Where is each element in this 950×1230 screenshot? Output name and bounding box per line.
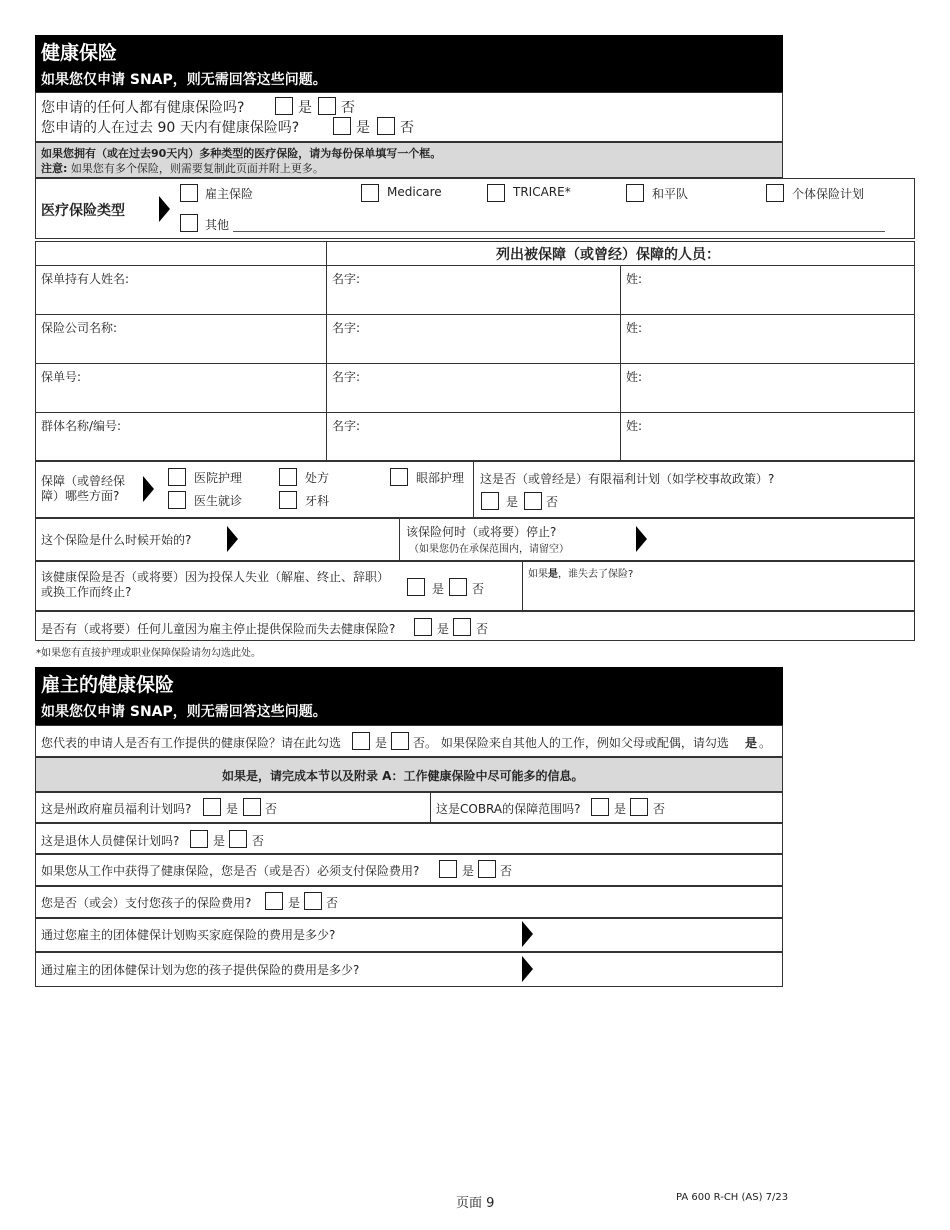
employer-offered-question: 您代表的申请人是否有工作提供的健康保险？请在此勾选 — [41, 736, 342, 750]
covered-header: 列出被保障（或曾经）保障的人员： — [496, 247, 720, 263]
pay-no-checkbox[interactable] — [478, 860, 496, 878]
limited-no-label: 否 — [546, 495, 559, 509]
q2-no-label: 否 — [400, 120, 414, 136]
note-bold-text: 如果您拥有（或在过去90天内）多种类型的医疗保险，请为每份保单填写一个框。 — [41, 147, 442, 160]
cobra-question: 这是COBRA的保障范围吗? — [436, 802, 581, 816]
q2-no-checkbox[interactable] — [377, 117, 395, 135]
cobra-no-label: 否 — [653, 802, 666, 816]
group-name-label: 群体名称/编号: — [41, 419, 122, 433]
q1-no-checkbox[interactable] — [318, 97, 336, 115]
employer-subtitle: 如果您仅申请 SNAP，则无需回答这些问题。 — [41, 704, 327, 720]
limited-benefit-question: 这是否（或曾经是）有限福利计划（如学校事故政策）? — [480, 472, 775, 486]
coverage-dental-label: 牙科 — [305, 494, 330, 508]
employer-header — [35, 667, 783, 725]
form-id: PA 600 R-CH (AS) 7/23 — [676, 1192, 789, 1203]
type-other-label: 其他 — [205, 218, 230, 232]
limited-yes-checkbox[interactable] — [481, 492, 499, 510]
child-pay-no-checkbox[interactable] — [304, 892, 322, 910]
q-insured-90-days: 您申请的人在过去 90 天内有健康保险吗? — [41, 120, 300, 136]
policy-number-label: 保单号: — [41, 370, 82, 384]
pay-premium-question: 如果您从工作中获得了健康保险，您是否（或是否）必须支付保险费用? — [41, 864, 420, 878]
state-no-label: 否 — [265, 802, 278, 816]
q1-yes-checkbox[interactable] — [275, 97, 293, 115]
q1-no-label: 否 — [341, 100, 355, 116]
first-name-label: 名字: — [332, 321, 361, 335]
type-medicare-label: Medicare — [387, 185, 442, 199]
coverage-eye-label: 眼部护理 — [416, 471, 465, 485]
child-loss-yes-checkbox[interactable] — [414, 618, 432, 636]
pay-yes-label: 是 — [462, 864, 475, 878]
coverage-row — [35, 461, 915, 518]
type-tricare-label: TRICARE* — [513, 185, 571, 199]
type-peace-corps-label: 和平队 — [652, 187, 689, 201]
arrow-icon — [522, 956, 533, 982]
pay-no-label: 否 — [500, 864, 513, 878]
start-date-question: 这个保险是什么时候开始的? — [41, 533, 192, 547]
type-medicare-checkbox[interactable] — [361, 184, 379, 202]
retiree-yes-label: 是 — [213, 834, 226, 848]
retiree-no-label: 否 — [252, 834, 265, 848]
insurance-type-label: 医疗保险类型 — [41, 203, 125, 219]
lost-who-suffix: ，谁失去了保险? — [558, 569, 634, 580]
type-other-input-line[interactable] — [233, 231, 885, 232]
lost-who-yes: 是 — [548, 569, 558, 580]
note-text: 如果您有多个保险，则需要复制此页面并附上更多。 — [67, 162, 324, 175]
type-peace-corps-checkbox[interactable] — [626, 184, 644, 202]
coverage-doctor-label: 医生就诊 — [194, 494, 243, 508]
health-subtitle: 如果您仅申请 SNAP，则无需回答这些问题。 — [41, 72, 327, 88]
offered-period: 。 — [759, 736, 772, 750]
policy-holder-name-label: 保单持有人姓名: — [41, 272, 130, 286]
lost-yes-checkbox[interactable] — [407, 578, 425, 596]
cobra-yes-label: 是 — [614, 802, 627, 816]
cobra-yes-checkbox[interactable] — [591, 798, 609, 816]
retiree-question: 这是退休人员健保计划吗? — [41, 834, 180, 848]
type-employer-checkbox[interactable] — [180, 184, 198, 202]
stop-date-note: （如果您仍在承保范围内，请留空） — [409, 544, 569, 555]
last-name-label: 姓: — [626, 419, 643, 433]
offered-yes-label: 是 — [375, 736, 388, 750]
type-individual-label: 个体保险计划 — [792, 187, 865, 201]
coverage-rx-checkbox[interactable] — [279, 468, 297, 486]
arrow-icon — [227, 526, 238, 552]
family-cost-question: 通过您雇主的团体健保计划购买家庭保险的费用是多少? — [41, 928, 336, 942]
child-pay-no-label: 否 — [326, 896, 339, 910]
child-loss-no-checkbox[interactable] — [453, 618, 471, 636]
tricare-footnote: *如果您有直接护理或职业保障保险请勿勾选此处。 — [36, 648, 261, 659]
stop-date-question: 该保险何时（或将要）停止? — [406, 525, 557, 539]
q1-yes-label: 是 — [298, 100, 312, 116]
coverage-label: 保障（或曾经保障）哪些方面? — [41, 474, 126, 503]
child-pay-yes-checkbox[interactable] — [265, 892, 283, 910]
insurance-company-label: 保险公司名称: — [41, 321, 118, 335]
lost-coverage-question: 该健康保险是否（或将要）因为投保人失业（解雇、终止、辞职）或换工作而终止? — [41, 570, 390, 599]
arrow-icon — [159, 196, 170, 222]
first-name-label: 名字: — [332, 272, 361, 286]
limited-no-checkbox[interactable] — [524, 492, 542, 510]
arrow-icon — [522, 921, 533, 947]
employer-title: 雇主的健康保险 — [41, 674, 175, 696]
last-name-label: 姓: — [626, 321, 643, 335]
state-yes-checkbox[interactable] — [203, 798, 221, 816]
page-number: 页面 9 — [456, 1196, 495, 1211]
type-individual-checkbox[interactable] — [766, 184, 784, 202]
offered-yes-checkbox[interactable] — [352, 732, 370, 750]
pay-yes-checkbox[interactable] — [439, 860, 457, 878]
child-loss-yes-label: 是 — [437, 622, 450, 636]
offered-other-yes: 是 — [745, 736, 758, 750]
cobra-no-checkbox[interactable] — [630, 798, 648, 816]
lost-no-label: 否 — [472, 582, 485, 596]
first-name-label: 名字: — [332, 419, 361, 433]
type-employer-label: 雇主保险 — [205, 187, 254, 201]
employer-if-yes-text: 如果是，请完成本节以及附录 A：工作健康保险中尽可能多的信息。 — [222, 769, 584, 783]
type-other-checkbox[interactable] — [180, 214, 198, 232]
offered-no-text: 否。 如果保险来自其他人的工作，例如父母或配偶，请勾选 — [413, 736, 729, 750]
child-loss-question: 是否有（或将要）任何儿童因为雇主停止提供保险而失去健康保险? — [41, 622, 396, 636]
lost-who-label — [528, 565, 633, 580]
coverage-eye-checkbox[interactable] — [390, 468, 408, 486]
type-tricare-checkbox[interactable] — [487, 184, 505, 202]
coverage-rx-label: 处方 — [305, 471, 330, 485]
arrow-icon — [636, 526, 647, 552]
child-loss-no-label: 否 — [476, 622, 489, 636]
last-name-label: 姓: — [626, 370, 643, 384]
child-pay-question: 您是否（或会）支付您孩子的保险费用? — [41, 896, 252, 910]
offered-no-checkbox[interactable] — [391, 732, 409, 750]
retiree-yes-checkbox[interactable] — [190, 830, 208, 848]
child-pay-yes-label: 是 — [288, 896, 301, 910]
arrow-icon — [143, 476, 154, 502]
note-label: 注意: — [41, 162, 68, 175]
state-no-checkbox[interactable] — [243, 798, 261, 816]
q-anyone-insured: 您申请的任何人都有健康保险吗? — [41, 100, 245, 116]
q2-yes-label: 是 — [356, 120, 370, 136]
child-cost-question: 通过雇主的团体健保计划为您的孩子提供保险的费用是多少? — [41, 963, 360, 977]
first-name-label: 名字: — [332, 370, 361, 384]
coverage-hospital-checkbox[interactable] — [168, 468, 186, 486]
retiree-no-checkbox[interactable] — [229, 830, 247, 848]
note-line — [41, 160, 324, 176]
lost-yes-label: 是 — [432, 582, 445, 596]
lost-no-checkbox[interactable] — [449, 578, 467, 596]
lost-who-prefix: 如果 — [528, 569, 548, 580]
policy-grid — [35, 241, 915, 461]
state-yes-label: 是 — [226, 802, 239, 816]
coverage-doctor-checkbox[interactable] — [168, 491, 186, 509]
health-header — [35, 35, 783, 92]
limited-yes-label: 是 — [506, 495, 519, 509]
coverage-hospital-label: 医院护理 — [194, 471, 243, 485]
q2-yes-checkbox[interactable] — [333, 117, 351, 135]
last-name-label: 姓: — [626, 272, 643, 286]
state-plan-question: 这是州政府雇员福利计划吗? — [41, 802, 192, 816]
health-title: 健康保险 — [41, 42, 118, 64]
coverage-dental-checkbox[interactable] — [279, 491, 297, 509]
